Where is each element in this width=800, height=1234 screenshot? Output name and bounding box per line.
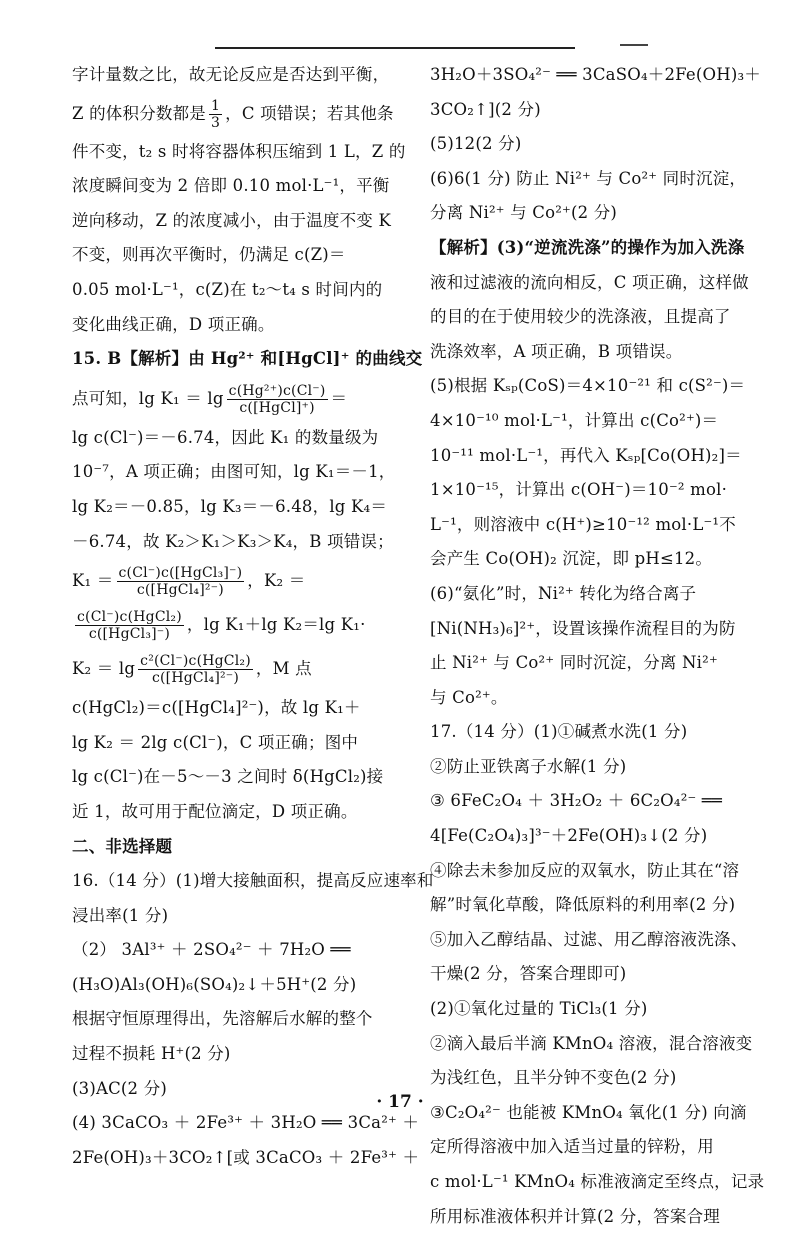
text-line: ②滴入最后半滴 KMnO₄ 溶液，混合溶液变 (430, 1033, 753, 1053)
text-span: ，lg K₁＋lg K₂＝lg K₁· (186, 615, 366, 635)
text-line: 近 1，故可用于配位滴定，D 项正确。 (72, 801, 358, 821)
text-line: 10⁻¹¹ mol·L⁻¹，再代入 Kₛₚ[Co(OH)₂]＝ (430, 445, 742, 465)
text-line: ③C₂O₄²⁻ 也能被 KMnO₄ 氧化(1 分) 向滴 (430, 1102, 747, 1122)
text-line: (5)根据 Kₛₚ(CoS)＝4×10⁻²¹ 和 c(S²⁻)＝ (430, 376, 746, 396)
text-line: c mol·L⁻¹ KMnO₄ 标准液滴定至终点，记录 (430, 1172, 765, 1191)
fraction (227, 383, 328, 416)
text-line: 字计量数之比，故无论反应是否达到平衡， (72, 65, 390, 84)
text-line: 干燥(2 分，答案合理即可) (430, 964, 627, 984)
text-line: ④除去未参加反应的双氧水，防止其在“溶 (430, 860, 740, 880)
text-line: －6.74，故 K₂＞K₁＞K₃＞K₄，B 项错误； (72, 531, 394, 551)
header-rule (215, 47, 575, 49)
text-line: 止 Ni²⁺ 与 Co²⁺ 同时沉淀，分离 Ni²⁺ (430, 653, 718, 673)
text-line: 0.05 mol·L⁻¹，c(Z)在 t₂～t₄ s 时间内的 (72, 279, 383, 299)
text-line: lg c(Cl⁻)＝－6.74，因此 K₁ 的数量级为 (72, 427, 379, 447)
text-line: lg K₂ ＝ 2lg c(Cl⁻)，C 项正确；图中 (72, 732, 359, 752)
fraction (117, 565, 245, 598)
text-line: 的目的在于使用较少的洗涤液，且提高了 (430, 307, 731, 327)
text-span: Z 的体积分数都是 (72, 103, 207, 123)
left-column (72, 58, 434, 1175)
fraction (209, 98, 222, 131)
text-line (72, 377, 412, 421)
text-line: 会产生 Co(OH)₂ 沉淀，即 pH≤12。 (430, 549, 713, 569)
fraction-denominator: 3 (211, 114, 221, 131)
text-line: 4×10⁻¹⁰ mol·L⁻¹，计算出 c(Co²⁺)＝ (430, 410, 719, 430)
fraction-numerator: c(Cl⁻)c(HgCl₂) (77, 609, 182, 626)
text-line (72, 559, 412, 603)
page-number: · 17 · (376, 1092, 424, 1112)
fraction-denominator: c([HgCl₃]⁻) (88, 626, 171, 643)
fraction-numerator: c(Cl⁻)c([HgCl₃]⁻) (118, 565, 243, 582)
text-line: 根据守恒原理得出，先溶解后水解的整个 (72, 1009, 373, 1029)
text-line (72, 647, 412, 691)
text-line: (6)“氨化”时，Ni²⁺ 转化为络合离子 (430, 583, 697, 603)
fraction-denominator: c([HgCl₄]²⁻) (136, 582, 224, 599)
question-17-heading: 17.（14 分）(1)①碱煮水洗(1 分) (430, 722, 688, 742)
text-line: 变化曲线正确，D 项正确。 (72, 314, 275, 334)
right-column (430, 58, 770, 1234)
fraction-denominator: c([HgCl₄]²⁻) (151, 670, 240, 687)
text-line: c(HgCl₂)＝c([HgCl₄]²⁻)，故 lg K₁＋ (72, 698, 361, 718)
text-line (72, 93, 412, 135)
text-line: 过程不损耗 H⁺(2 分) (72, 1044, 231, 1064)
text-span: ＝ (330, 388, 348, 408)
fraction-numerator: c²(Cl⁻)c(HgCl₂) (140, 653, 251, 670)
text-line: 逆向移动，Z 的浓度减小，由于温度不变 K (72, 210, 391, 230)
text-line: 分离 Ni²⁺ 与 Co²⁺(2 分) (430, 203, 618, 223)
text-line: 件不变，t₂ s 时将容器体积压缩到 1 L，Z 的 (72, 141, 406, 161)
text-line: (3)AC(2 分) (72, 1078, 168, 1098)
text-line: 解”时氧化草酸，降低原料的利用率(2 分) (430, 895, 736, 915)
text-line: 浓度瞬间变为 2 倍即 0.10 mol·L⁻¹，平衡 (72, 176, 390, 196)
text-line: （2） 3Al³⁺ ＋ 2SO₄²⁻ ＋ 7H₂O ══ (72, 940, 351, 960)
question-15-heading: 15. B【解析】由 Hg²⁺ 和[HgCl]⁺ 的曲线交 (72, 349, 423, 369)
text-line: 4[Fe(C₂O₄)₃]³⁻＋2Fe(OH)₃↓(2 分) (430, 826, 708, 846)
text-line: 1×10⁻¹⁵，计算出 c(OH⁻)＝10⁻² mol· (430, 480, 728, 500)
text-span: ，C 项错误；若其他条 (225, 103, 394, 123)
text-line: 所用标准液体积并计算(2 分，答案合理 (430, 1206, 720, 1226)
text-line: (2)①氧化过量的 TiCl₃(1 分) (430, 999, 648, 1019)
question-16-heading: 16.（14 分）(1)增大接触面积，提高反应速率和 (72, 871, 434, 891)
text-line: L⁻¹，则溶液中 c(H⁺)≥10⁻¹² mol·L⁻¹不 (430, 514, 736, 534)
fraction (75, 609, 184, 642)
text-line: 液和过滤液的流向相反，C 项正确，这样做 (430, 272, 749, 292)
text-line: 10⁻⁷，A 项正确；由图可知，lg K₁＝－1， (72, 462, 396, 482)
header-dash (620, 44, 648, 46)
text-line: 3H₂O＋3SO₄²⁻ ══ 3CaSO₄＋2Fe(OH)₃＋ (430, 65, 761, 84)
text-line: ③ 6FeC₂O₄ ＋ 3H₂O₂ ＋ 6C₂O₄²⁻ ══ (430, 791, 723, 811)
text-span: ，K₂ ＝ (247, 571, 306, 591)
text-span: ，M 点 (255, 659, 312, 679)
text-line: (4) 3CaCO₃ ＋ 2Fe³⁺ ＋ 3H₂O ══ 3Ca²⁺ ＋ (72, 1113, 420, 1133)
analysis-heading: 【解析】(3)“逆流洗涤”的操作为加入洗涤 (430, 237, 745, 257)
text-line: 洗涤效率，A 项正确，B 项错误。 (430, 341, 683, 361)
text-line: lg c(Cl⁻)在－5～－3 之间时 δ(HgCl₂)接 (72, 767, 384, 787)
fraction-denominator: c([HgCl]⁺) (239, 399, 315, 416)
text-span: K₂ ＝ lg (72, 659, 136, 679)
text-line: ⑤加入乙醇结晶、过滤、用乙醇溶液洗涤、 (430, 929, 748, 949)
fraction (138, 653, 253, 686)
text-line: 与 Co²⁺。 (430, 687, 508, 707)
fraction-numerator: 1 (211, 97, 221, 114)
text-span: K₁ ＝ (72, 571, 114, 591)
text-line: [Ni(NH₃)₆]²⁺，设置该操作流程目的为防 (430, 618, 736, 638)
text-line (72, 603, 412, 647)
text-line: 3CO₂↑](2 分) (430, 99, 541, 119)
text-line: 不变，则再次平衡时，仍满足 c(Z)＝ (72, 245, 346, 265)
text-line: 定所得溶液中加入适当过量的锌粉，用 (430, 1137, 714, 1157)
text-line: lg K₂＝－0.85，lg K₃＝－6.48，lg K₄＝ (72, 496, 388, 516)
text-line: 浸出率(1 分) (72, 905, 169, 925)
text-line: (5)12(2 分) (430, 134, 522, 154)
text-line: (6)6(1 分) 防止 Ni²⁺ 与 Co²⁺ 同时沉淀， (430, 168, 747, 188)
text-line: (H₃O)Al₃(OH)₆(SO₄)₂↓＋5H⁺(2 分) (72, 974, 357, 994)
text-line: 2Fe(OH)₃＋3CO₂↑[或 3CaCO₃ ＋ 2Fe³⁺ ＋ (72, 1147, 420, 1167)
text-span: 点可知，lg K₁ ＝ lg (72, 388, 224, 408)
text-line: ②防止亚铁离子水解(1 分) (430, 756, 627, 776)
text-line: 为浅红色，且半分钟不变色(2 分) (430, 1068, 677, 1088)
fraction-numerator: c(Hg²⁺)c(Cl⁻) (228, 382, 326, 399)
section-heading: 二、非选择题 (72, 836, 173, 856)
